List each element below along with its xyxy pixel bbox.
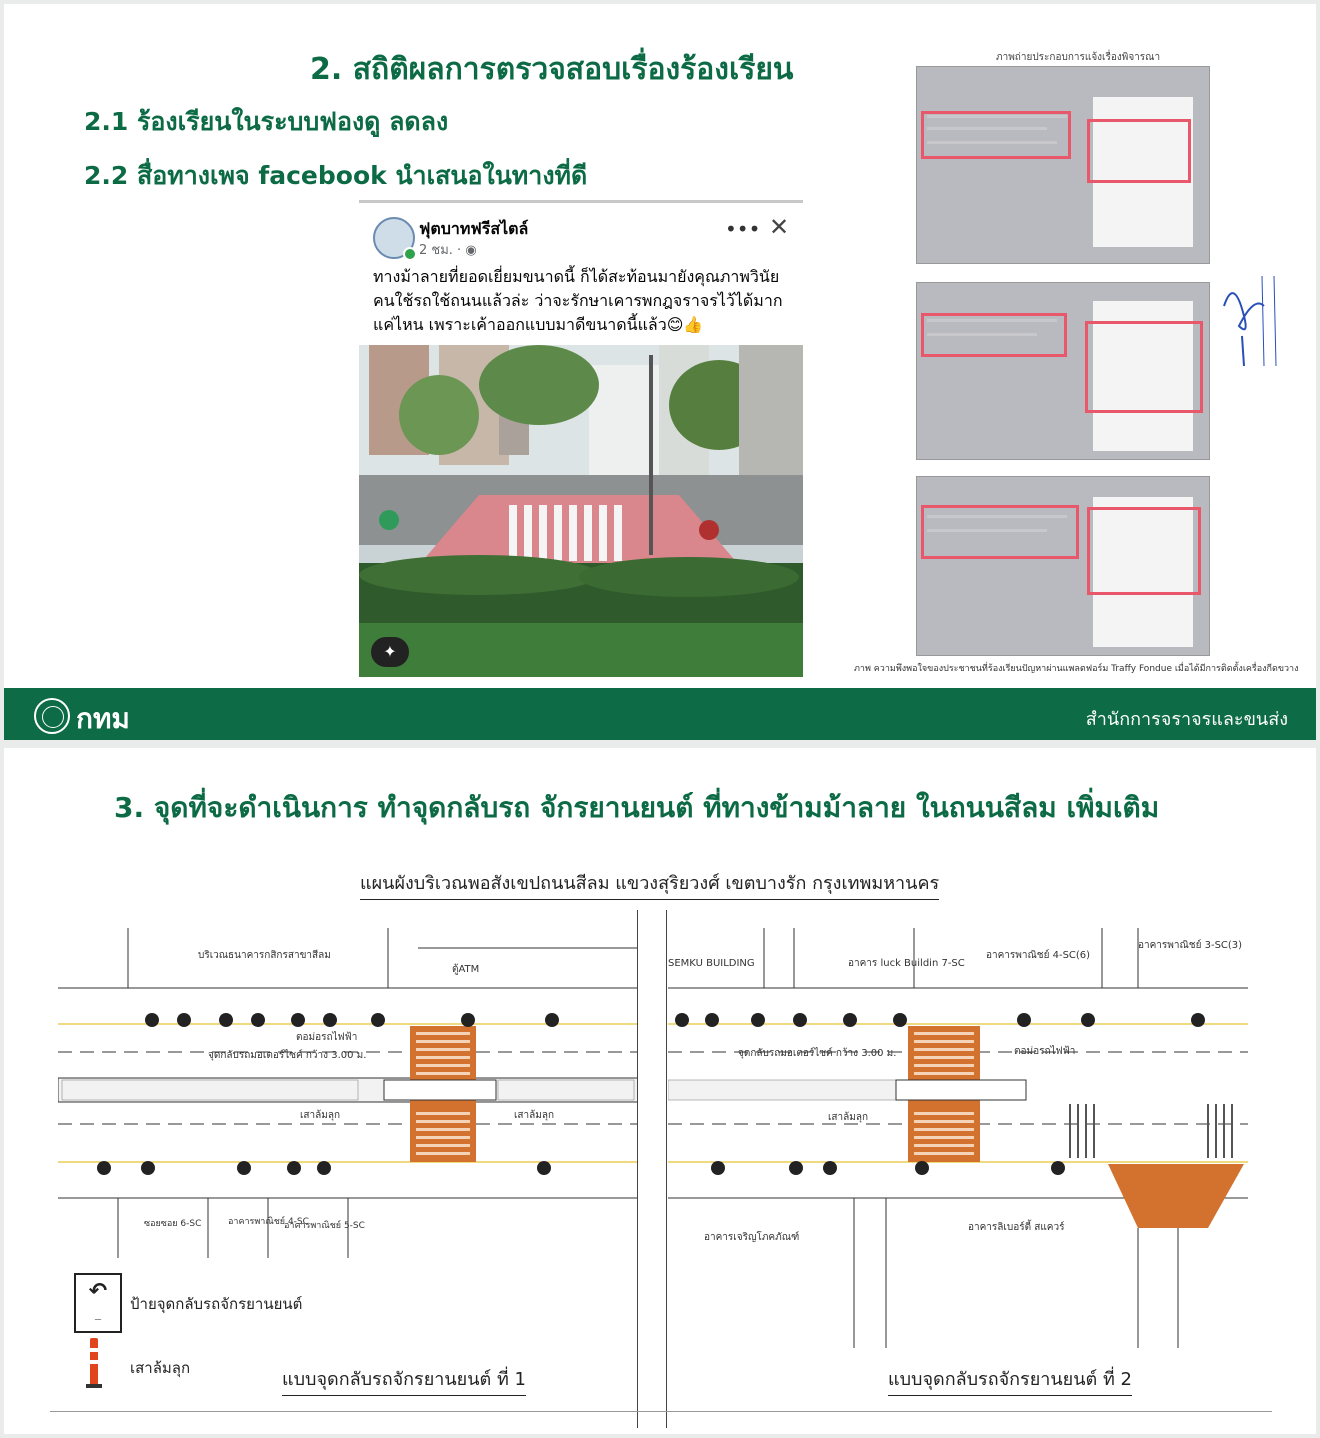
uturn-sign-icon: ↶ — — [74, 1273, 122, 1333]
plan2-building-label: อาคาร luck Buildin 7-SC — [848, 958, 965, 969]
plan2-pole-label: ตอม่อรถไฟฟ้า — [1014, 1046, 1076, 1057]
sticker-icon[interactable]: ✦ — [371, 637, 409, 667]
post-time: 2 ชม. · ◉ — [419, 243, 477, 258]
highlight-box — [921, 505, 1079, 559]
screenshots-caption: ภาพ ความพึงพอใจของประชาชนที่ร้องเรียนปัญหาผ่านแพลตฟอร์ม Traffy Fondue เมื่อได้มีการติดตั้งเครื่องกีดขวาง — [854, 664, 1299, 674]
plan2-building-label: อาคารพาณิชย์ 3-SC(3) — [1138, 940, 1243, 951]
point-complaints: 2.1 ร้องเรียนในระบบฟองดู ลดลง — [84, 107, 449, 136]
highlight-box — [1087, 119, 1191, 183]
more-options-icon[interactable]: ••• — [725, 217, 761, 241]
plan-title: แผนผังบริเวณพอสังเขปถนนสีลม แขวงสุริยวงศ์ เขตบางรัก กรุงเทพมหานคร — [360, 868, 939, 900]
facebook-post — [359, 200, 803, 675]
plan2-building-label: อาคารลิเบอร์ตี้ สแควร์ — [968, 1222, 1065, 1233]
plan1-post-label: เสาล้มลุก — [300, 1110, 341, 1121]
plan2-building-label: SEMKU BUILDING — [668, 958, 755, 969]
design-1-label: แบบจุดกลับรถจักรยานยนต์ ที่ 1 — [282, 1364, 526, 1396]
plan1-atm-label: ตู้ATM — [452, 964, 480, 975]
slide-statistics — [4, 4, 1316, 740]
bottom-rule — [50, 1411, 1272, 1412]
highlight-box — [921, 313, 1067, 357]
plan1-uturn-label: จุดกลับรถมอเตอร์ไซค์ กว้าง 3.00 ม. — [208, 1050, 367, 1061]
plan2-building-label: อาคารพาณิชย์ 4-SC(6) — [986, 950, 1091, 961]
slide-title: 3. จุดที่จะดำเนินการ ทำจุดกลับรถ จักรยานยนต์ ที่ทางข้ามม้าลาย ในถนนสีลม เพิ่มเติม — [114, 791, 1160, 824]
page-name[interactable]: ฟุตบาทฟรีสไตล์ — [419, 219, 529, 238]
plan1-bank-label: บริเวณธนาคารกสิกรสาขาสีลม — [198, 950, 331, 961]
legend-sign-label: ป้ายจุดกลับรถจักรยานยนต์ — [130, 1295, 303, 1313]
plan-2-drawing — [668, 928, 1248, 1348]
slide-title: 2. สถิติผลการตรวจสอบเรื่องร้องเรียน — [310, 52, 794, 87]
close-icon[interactable]: ✕ — [769, 213, 790, 241]
footer-department: สำนักการจราจรและขนส่ง — [1085, 709, 1288, 730]
globe-icon: ◉ — [465, 243, 477, 258]
plan1-building-label: อาคารพาณิชย์ 4-SC — [228, 1217, 309, 1227]
plan1-building-label: อาคารพาณิชย์ 5-SC — [284, 1221, 365, 1231]
screenshots-title: ภาพถ่ายประกอบการแจ้งเรื่องพิจารณา — [996, 52, 1161, 63]
traffy-screenshot-1 — [916, 66, 1210, 264]
point-facebook: 2.2 สื่อทางเพจ facebook นำเสนอในทางที่ดี — [84, 161, 588, 190]
plan2-post-label: เสาล้มลุก — [828, 1112, 869, 1123]
plan-divider — [666, 910, 667, 1428]
legend-post-label: เสาล้มลุก — [130, 1359, 191, 1377]
footer-org: กทม — [76, 702, 130, 735]
highlight-box — [1087, 507, 1201, 595]
plan1-post-label: เสาล้มลุก — [514, 1110, 555, 1121]
plan1-building-label: ซอยซอย 6-SC — [144, 1219, 202, 1229]
traffy-screenshot-3 — [916, 476, 1210, 656]
slide-uturn-plan — [4, 748, 1316, 1434]
traffy-screenshot-2 — [916, 282, 1210, 460]
design-2-label: แบบจุดกลับรถจักรยานยนต์ ที่ 2 — [888, 1364, 1132, 1396]
bma-logo-icon — [34, 698, 70, 734]
footer-bar — [4, 688, 1316, 740]
plan-divider — [637, 910, 638, 1428]
highlight-box — [1085, 321, 1203, 413]
plan1-pole-label: ตอม่อรถไฟฟ้า — [296, 1032, 358, 1043]
plan-1-drawing — [58, 928, 638, 1268]
plan2-building-label: อาคารเจริญโภคภัณฑ์ — [704, 1232, 800, 1243]
signature-stamp — [1214, 266, 1294, 376]
plan2-uturn-label: จุดกลับรถมอเตอร์ไซค์ กว้าง 3.00 ม. — [738, 1048, 897, 1059]
highlight-box — [921, 111, 1071, 159]
online-dot-icon — [403, 247, 417, 261]
bollard-icon — [90, 1338, 98, 1388]
post-text: ทางม้าลายที่ยอดเยี่ยมขนาดนี้ ก็ได้สะท้อนมายังคุณภาพวินัยคนใช้รถใช้ถนนแล้วล่ะ ว่าจะรักษาเคารพกฎจราจรไว้ได้มากแค่ไหน เพราะเค้าออกแบบมาดีขนาดนี้แล้ว😊👍 — [373, 267, 783, 334]
crosswalk-photo[interactable] — [359, 345, 803, 677]
